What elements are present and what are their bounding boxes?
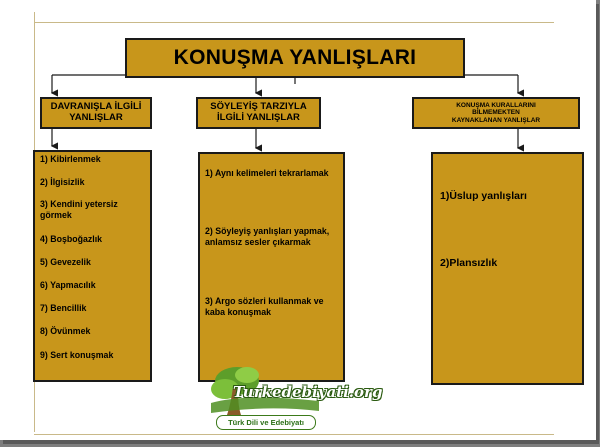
decorative-bottom-line	[34, 434, 554, 435]
column-1-heading-line2: YANLIŞLAR	[69, 112, 123, 123]
column-3-heading	[412, 97, 580, 129]
diagram-title-text: KONUŞMA YANLIŞLARI	[173, 46, 417, 69]
list-item: 4) Boşboğazlık	[40, 234, 103, 244]
column-2-heading-line1: SÖYLEYİŞ TARZIYLA	[210, 101, 307, 113]
list-item: 3) Argo sözleri kullanmak ve kaba konuşmak	[205, 296, 324, 318]
list-item: 8) Övünmek	[40, 326, 91, 336]
column-2-list	[198, 152, 345, 382]
list-item: 2) Söyleyiş yanlışları yapmak, anlamsız sesler çıkarmak	[205, 226, 330, 248]
column-2-heading-line2: İLGİLİ YANLIŞLAR	[217, 112, 300, 123]
list-item: 6) Yapmacılık	[40, 280, 96, 290]
column-1-list	[33, 150, 152, 382]
column-1-heading	[40, 97, 152, 129]
list-item: 2)Plansızlık	[440, 257, 498, 269]
column-3-heading-line1: KONUŞMA KURALLARINI	[456, 101, 536, 109]
list-item: 9) Sert konuşmak	[40, 350, 114, 360]
logo-text: Turkedebiyati.org	[233, 383, 383, 401]
list-item: 1) Aynı kelimeleri tekrarlamak	[205, 168, 329, 178]
list-item: 1) Kibirlenmek	[40, 154, 101, 164]
list-item: 1)Üslup yanlışları	[440, 190, 527, 202]
diagram-title	[125, 38, 465, 78]
logo-tagline: Türk Dili ve Edebiyatı	[216, 415, 316, 430]
decorative-top-line	[34, 22, 554, 23]
list-item: 7) Bencillik	[40, 303, 87, 313]
column-3-heading-line2: BİLMEMEKTEN	[472, 109, 520, 117]
column-1-heading-line1: DAVRANIŞLA İLGİLİ	[50, 101, 142, 113]
list-item: 3) Kendini yetersiz görmek	[40, 199, 118, 221]
list-item: 2) İlgisizlik	[40, 177, 85, 187]
column-3-heading-line3: KAYNAKLANAN YANLIŞLAR	[451, 116, 541, 124]
column-2-heading	[196, 97, 321, 129]
site-logo	[207, 363, 383, 433]
list-item: 5) Gevezelik	[40, 257, 91, 267]
column-3-list	[431, 152, 584, 385]
